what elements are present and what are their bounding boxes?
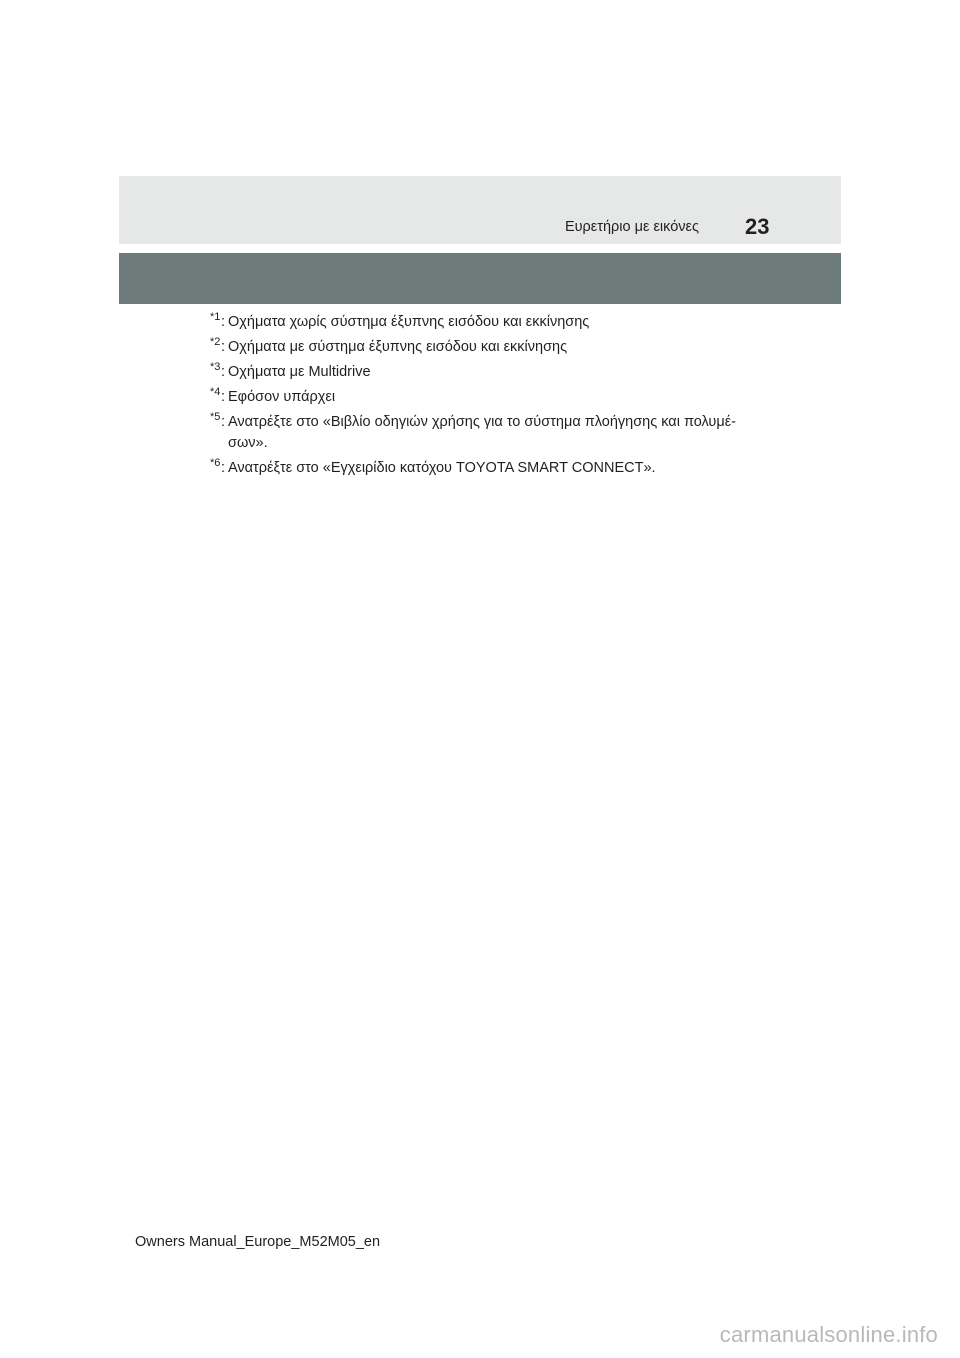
- footnote-text: Ανατρέξτε στο «Εγχειρίδιο κατόχου TOYOTA SMART CONNECT».: [228, 460, 656, 476]
- footnote-separator: :: [221, 414, 226, 430]
- footnote-item: [210, 337, 770, 358]
- footnote-separator: :: [221, 460, 226, 476]
- footnote-item: [210, 312, 770, 333]
- section-banner: [119, 253, 841, 304]
- footnote-item: [210, 412, 770, 454]
- footnote-separator: :: [221, 339, 226, 355]
- footnote-separator: :: [221, 389, 226, 405]
- footnote-list: [210, 312, 770, 483]
- footnote-text: Ανατρέξτε στο «Βιβλίο οδηγιών χρήσης για το σύστημα πλοήγησης και πολυμέ-σων».: [228, 414, 737, 451]
- footnote-mark: *6: [210, 457, 221, 469]
- site-watermark: carmanualsonline.info: [719, 1322, 938, 1347]
- footnote-item: [210, 458, 770, 479]
- footnote-separator: :: [221, 364, 226, 380]
- footnote-item: [210, 362, 770, 383]
- footnote-mark: *3: [210, 361, 221, 373]
- footnote-mark: *1: [210, 311, 221, 323]
- footnote-separator: :: [221, 314, 226, 330]
- footnote-mark: *5: [210, 411, 221, 423]
- footnote-text: Εφόσον υπάρχει: [228, 389, 336, 405]
- footnote-item: [210, 387, 770, 408]
- footnote-mark: *2: [210, 336, 221, 348]
- page-number: 23: [745, 214, 770, 239]
- page-header-band: [119, 176, 841, 244]
- footnote-text: Οχήματα με Multidrive: [228, 364, 371, 380]
- footnote-text: Οχήματα με σύστημα έξυπνης εισόδου και εκκίνησης: [228, 339, 568, 355]
- manual-id-footer: Owners Manual_Europe_M52M05_en: [135, 1234, 381, 1250]
- section-title: Ευρετήριο με εικόνες: [564, 219, 699, 235]
- footnote-text: Οχήματα χωρίς σύστημα έξυπνης εισόδου και εκκίνησης: [228, 314, 590, 330]
- footnote-mark: *4: [210, 386, 221, 398]
